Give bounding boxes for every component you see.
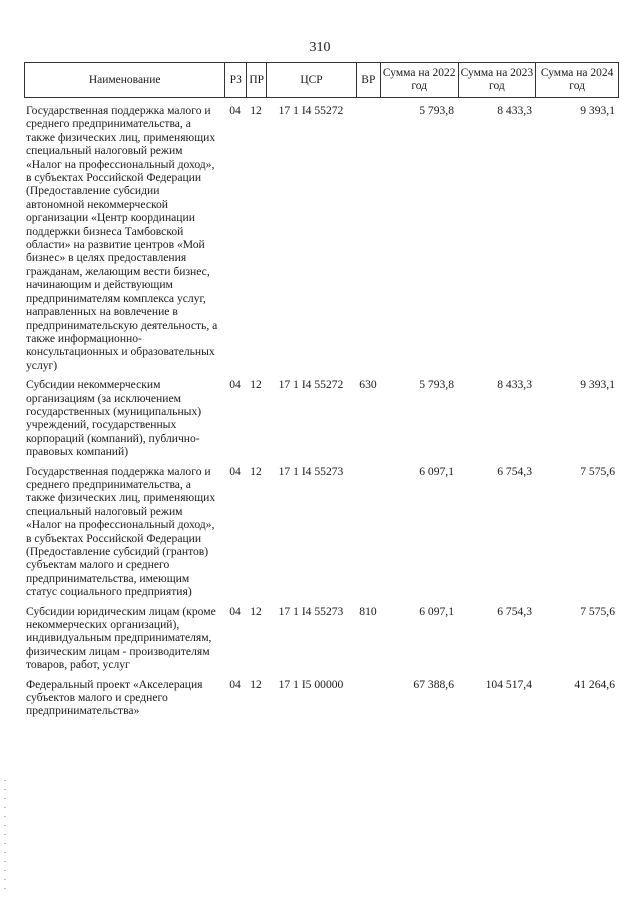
row-sum-2022: 5 793,8 bbox=[419, 104, 454, 117]
header-sum-2024: Сумма на 2024 год bbox=[535, 63, 618, 97]
row-sum-2024: 9 393,1 bbox=[580, 378, 615, 392]
row-pr: 12 bbox=[250, 378, 262, 392]
header-rz: РЗ bbox=[224, 63, 246, 97]
row-sum-2024: 9 393,1 bbox=[580, 104, 615, 117]
row-sum-2023: 8 433,3 bbox=[497, 378, 532, 392]
row-csr: 17 1 I4 55273 bbox=[278, 464, 344, 478]
row-vr: 630 bbox=[359, 378, 377, 392]
header-sum-2022: Сумма на 2022 год bbox=[380, 63, 458, 97]
row-vr bbox=[356, 104, 380, 372]
row-pr: 12 bbox=[250, 464, 262, 478]
table-row bbox=[24, 678, 619, 718]
row-csr: 17 1 I4 55273 bbox=[278, 604, 344, 618]
row-rz: 04 bbox=[229, 378, 241, 392]
table-header bbox=[24, 62, 619, 98]
row-vr bbox=[356, 678, 380, 718]
row-sum-2024: 7 575,6 bbox=[580, 604, 615, 618]
row-sum-2022: 5 793,8 bbox=[419, 378, 454, 392]
row-sum-2022: 6 097,1 bbox=[419, 464, 454, 478]
row-rz: 04 bbox=[229, 104, 241, 117]
row-sum-2022: 6 097,1 bbox=[419, 604, 454, 618]
row-rz: 04 bbox=[229, 604, 241, 618]
row-pr: 12 bbox=[250, 104, 262, 117]
row-name: Федеральный проект «Акселерация субъектов малого и среднего предпринимательства» bbox=[26, 677, 203, 718]
row-sum-2024: 41 264,6 bbox=[574, 677, 615, 691]
header-pr: ПР bbox=[246, 63, 266, 97]
row-name: Государственная поддержка малого и среднего предпринимательства, а также физических лиц, применяющих специальный налоговый режим «Налог на профессиональный доход», в субъектах Российской Федерации (Предоставление субсидии автономной некоммерческой организации «Центр координации поддержки бизнеса Тамбовской области» на развитие центров «Мой бизнес» в целях предоставления гражданам, желающим вести бизнес, начинающим и действующим предпринимателям комплекса услуг, направленных на вовлечение в предпринимательскую деятельность, а также информационно-консультационных и образовательных услуг) bbox=[26, 104, 218, 372]
row-pr: 12 bbox=[250, 677, 262, 691]
row-rz: 04 bbox=[229, 677, 241, 691]
scan-margin-marks bbox=[4, 780, 6, 890]
row-sum-2023: 8 433,3 bbox=[497, 104, 532, 117]
row-rz: 04 bbox=[229, 464, 241, 478]
row-sum-2024: 7 575,6 bbox=[580, 464, 615, 478]
table-row bbox=[24, 104, 619, 372]
header-csr: ЦСР bbox=[266, 63, 356, 97]
row-csr: 17 1 I4 55272 bbox=[278, 378, 344, 392]
row-csr: 17 1 I5 00000 bbox=[278, 677, 344, 691]
header-sum-2023: Сумма на 2023 год bbox=[458, 63, 536, 97]
row-sum-2023: 6 754,3 bbox=[497, 604, 532, 618]
row-name: Государственная поддержка малого и среднего предпринимательства, а также физических лиц, применяющих специальный налоговый режим «Налог на профессиональный доход», в субъектах Российской Федерации (Предоставление субсидий (грантов) субъектам малого и среднего предпринимательства, имеющим статус социального предприятия) bbox=[26, 464, 216, 599]
header-vr: ВР bbox=[356, 63, 380, 97]
table-row bbox=[24, 605, 619, 672]
row-csr: 17 1 I4 55272 bbox=[278, 104, 344, 117]
row-name: Субсидии юридическим лицам (кроме некоммерческих организаций), индивидуальным предпринимателям, физическим лицам - производителям товаров, работ, услуг bbox=[26, 604, 216, 672]
table-row bbox=[24, 378, 619, 458]
row-vr: 810 bbox=[359, 604, 377, 618]
row-sum-2022: 67 388,6 bbox=[413, 677, 454, 691]
row-sum-2023: 104 517,4 bbox=[485, 677, 532, 691]
row-vr bbox=[356, 465, 380, 599]
header-name: Наименование bbox=[88, 73, 161, 86]
page-number: 310 bbox=[309, 40, 331, 55]
row-sum-2023: 6 754,3 bbox=[497, 464, 532, 478]
budget-table bbox=[24, 62, 619, 718]
table-row bbox=[24, 465, 619, 599]
row-pr: 12 bbox=[250, 604, 262, 618]
row-name: Субсидии некоммерческим организациям (за исключением государственных (муниципальных) учреждений, государственных корпораций (компаний), публично-правовых компаний) bbox=[26, 378, 202, 459]
